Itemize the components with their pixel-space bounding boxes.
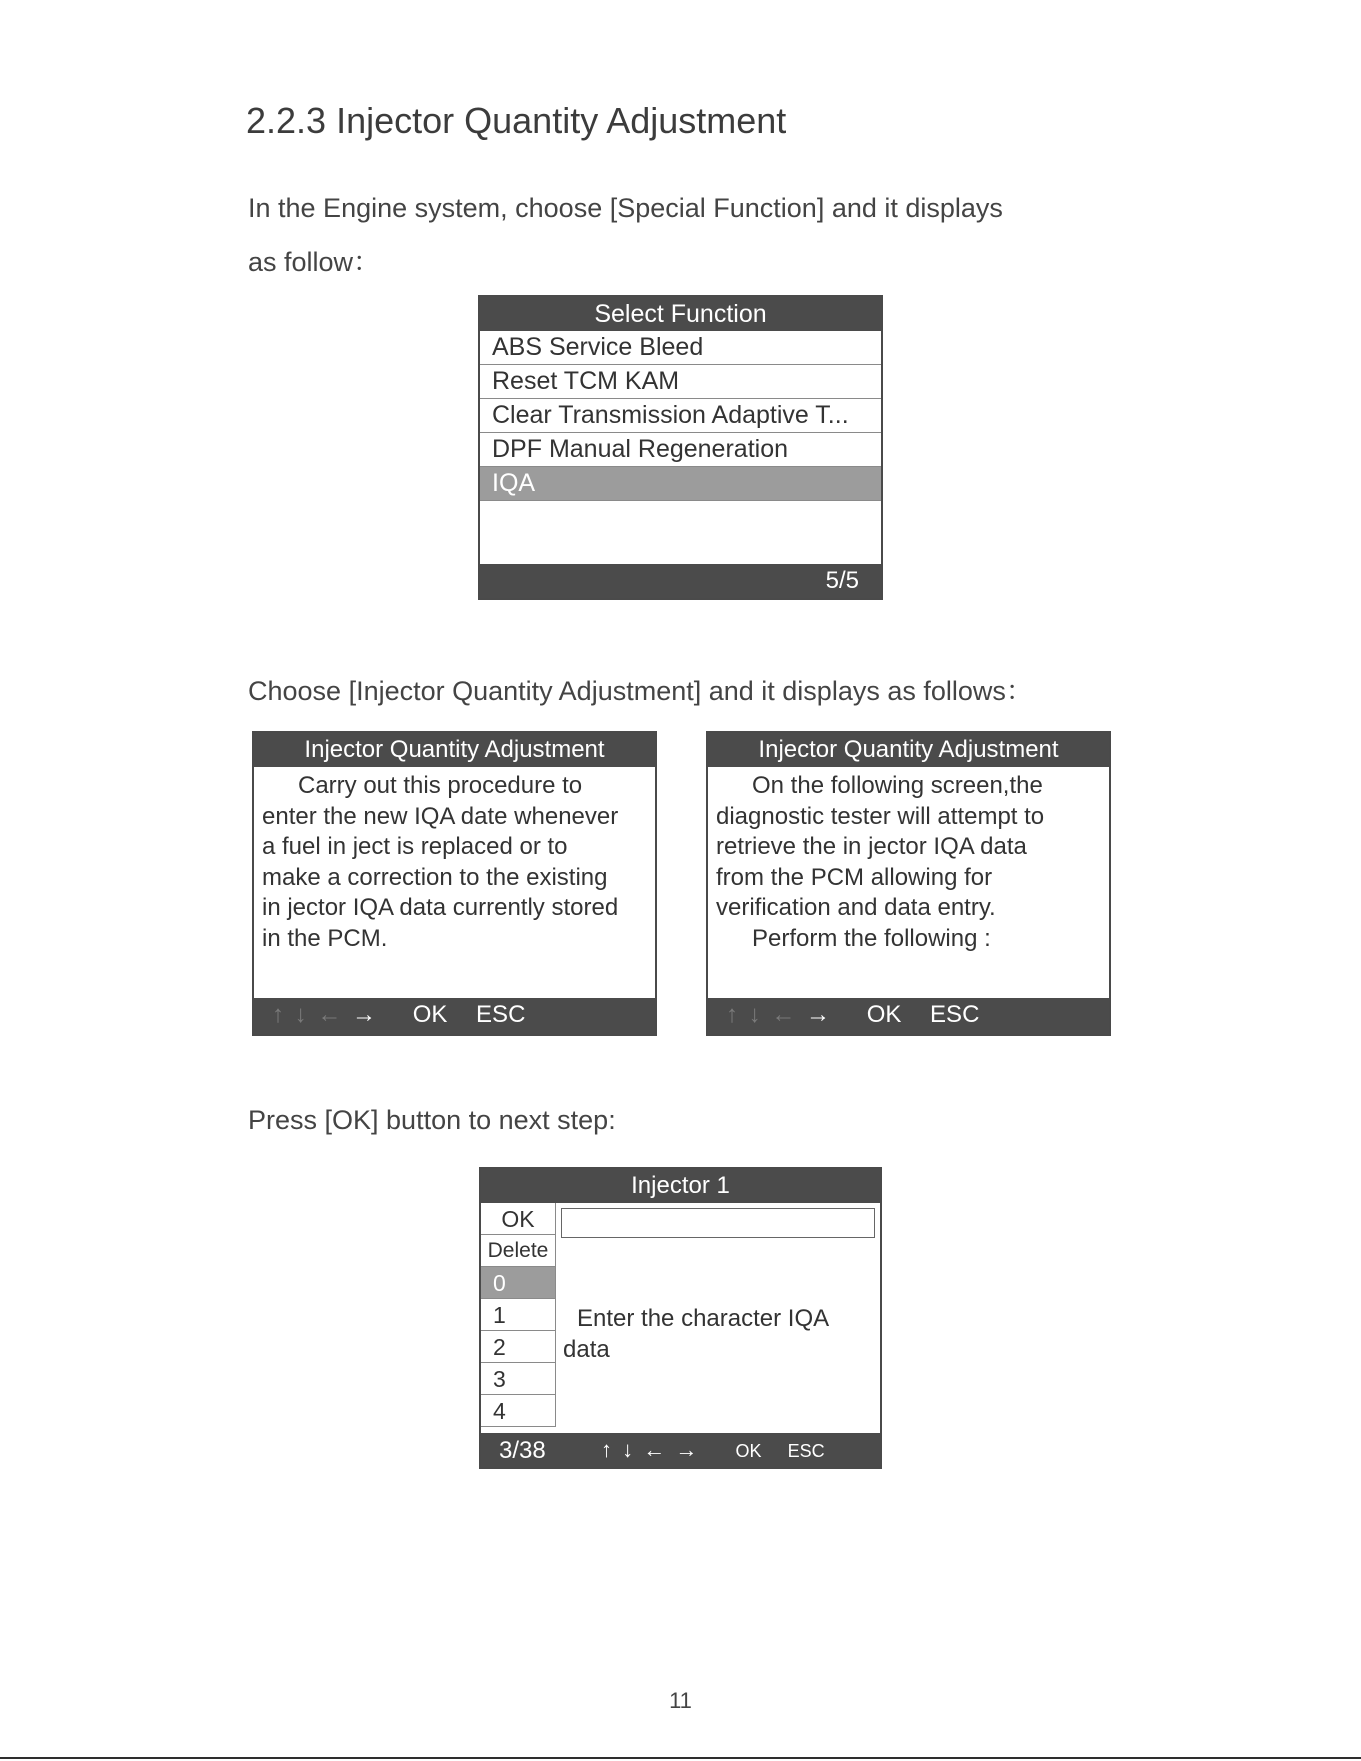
bottom-rule xyxy=(0,1757,1361,1759)
screen-title: Injector Quantity Adjustment xyxy=(708,733,1109,767)
right-arrow-icon[interactable]: → xyxy=(806,1001,831,1028)
body-line: retrieve the in jector IQA data xyxy=(716,833,1027,860)
choose-instruction: Choose [Injector Quantity Adjustment] and it displays as follows： xyxy=(248,676,1033,706)
down-arrow-icon: ↓ xyxy=(748,1001,761,1028)
nav-row xyxy=(601,1437,825,1463)
nav-row xyxy=(726,1001,979,1029)
body-line: in jector IQA data currently stored xyxy=(262,894,619,921)
status-bar xyxy=(480,564,881,598)
page-indicator: 5/5 xyxy=(825,567,859,594)
left-arrow-icon[interactable]: ← xyxy=(643,1437,666,1462)
menu-item[interactable]: ABS Service Bleed xyxy=(480,331,881,365)
down-arrow-icon[interactable]: ↓ xyxy=(622,1437,634,1462)
left-arrow-icon: ← xyxy=(317,1001,342,1028)
body-line: Perform the following : xyxy=(752,924,991,952)
keypad-key[interactable]: 3 xyxy=(481,1363,556,1395)
body-line: a fuel in ject is replaced or to xyxy=(262,833,568,860)
left-arrow-icon: ← xyxy=(771,1001,796,1028)
keypad-key[interactable]: OK xyxy=(481,1203,556,1235)
body-line: diagnostic tester will attempt to xyxy=(716,802,1045,830)
screen-body xyxy=(254,767,655,954)
right-arrow-icon[interactable]: → xyxy=(675,1437,698,1462)
up-arrow-icon[interactable]: ↑ xyxy=(601,1437,612,1462)
body-line: make a correction to the existing xyxy=(262,863,608,891)
esc-button[interactable]: ESC xyxy=(930,1001,980,1028)
injector-entry-screen xyxy=(479,1167,882,1469)
keypad-key[interactable]: 1 xyxy=(481,1299,556,1331)
menu-item[interactable]: IQA xyxy=(480,467,881,501)
character-keypad xyxy=(481,1203,556,1427)
screen-title: Injector 1 xyxy=(481,1169,880,1203)
status-bar xyxy=(481,1433,880,1467)
esc-button[interactable]: ESC xyxy=(476,1001,526,1028)
status-bar xyxy=(254,998,655,1034)
menu-item[interactable]: DPF Manual Regeneration xyxy=(480,433,881,467)
ok-button[interactable]: OK xyxy=(735,1441,762,1461)
select-function-screen xyxy=(478,295,883,600)
body-line: verification and data entry. xyxy=(716,894,996,921)
screen-body xyxy=(708,767,1109,954)
function-menu xyxy=(480,331,881,557)
prompt-line: Enter the character IQA xyxy=(577,1305,830,1332)
down-arrow-icon: ↓ xyxy=(294,1001,307,1028)
up-arrow-icon: ↑ xyxy=(726,1001,738,1028)
body-line: On the following screen,the xyxy=(752,772,1043,799)
menu-item[interactable]: Clear Transmission Adaptive T... xyxy=(480,399,881,433)
keypad-key[interactable]: Delete xyxy=(481,1235,556,1267)
menu-item[interactable]: Reset TCM KAM xyxy=(480,365,881,399)
body-line: in the PCM. xyxy=(262,924,388,952)
empty-menu-area xyxy=(480,501,881,557)
ok-button[interactable]: OK xyxy=(412,1001,448,1028)
page-indicator: 3/38 xyxy=(499,1437,546,1464)
iqa-input-field[interactable] xyxy=(561,1208,875,1238)
body-line: Carry out this procedure to xyxy=(298,772,583,799)
status-bar xyxy=(708,998,1109,1034)
iqa-retrieve-screen xyxy=(706,731,1111,1036)
ok-button[interactable]: OK xyxy=(866,1001,902,1028)
keypad-key[interactable]: 4 xyxy=(481,1395,556,1427)
intro-text-line2: as follow： xyxy=(248,247,381,277)
up-arrow-icon: ↑ xyxy=(272,1001,284,1028)
esc-button[interactable]: ESC xyxy=(787,1441,825,1461)
section-heading: 2.2.3 Injector Quantity Adjustment xyxy=(246,100,787,141)
page-number: 11 xyxy=(669,1688,692,1713)
keypad-key[interactable]: 2 xyxy=(481,1331,556,1363)
screen-title: Injector Quantity Adjustment xyxy=(254,733,655,767)
nav-row xyxy=(272,1001,525,1029)
press-instruction: Press [OK] button to next step: xyxy=(248,1105,616,1135)
right-arrow-icon[interactable]: → xyxy=(352,1001,377,1028)
entry-prompt xyxy=(563,1303,829,1365)
body-line: enter the new IQA date whenever xyxy=(262,802,619,830)
iqa-intro-screen xyxy=(252,731,657,1036)
screen-title: Select Function xyxy=(480,297,881,331)
body-line: from the PCM allowing for xyxy=(716,863,993,891)
prompt-line: data xyxy=(563,1336,610,1363)
intro-text-line1: In the Engine system, choose [Special Function] and it displays xyxy=(248,193,1003,223)
keypad-key[interactable]: 0 xyxy=(481,1267,556,1299)
